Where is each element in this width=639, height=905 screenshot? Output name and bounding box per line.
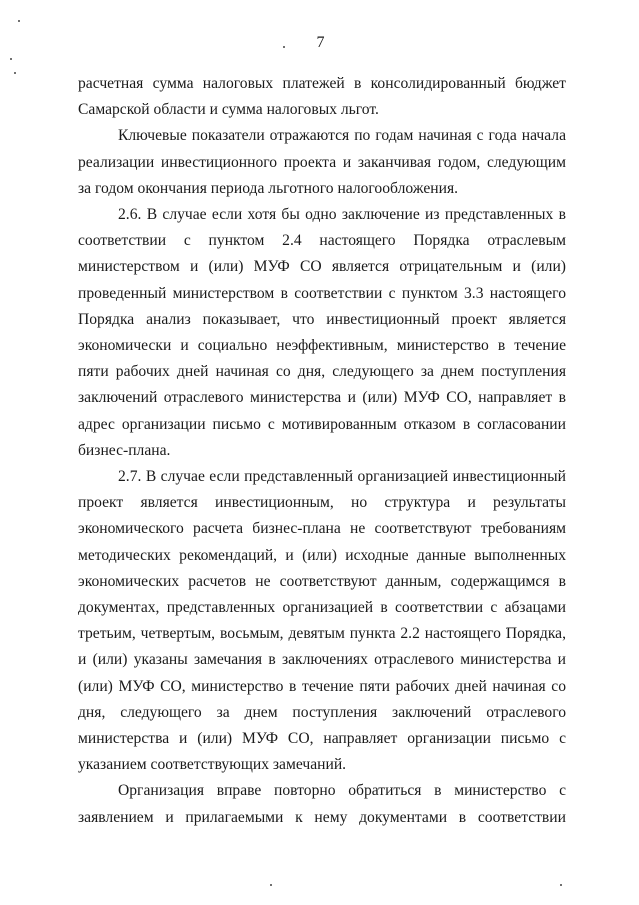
paragraph-2-7: 2.7. В случае если представленный организацией инвестиционный проект является инвестиционным, но структура и результаты экономического расчета бизнес-плана не соответствуют требованиям методических рекомендаций, и (или) исходные данные выполненных экономических расчетов не соответствуют данным, содержащимся в документах, представленных организацией в соответствии с абзацами третьим, четвертым, восьмым, девятым пункта 2.2 настоящего Порядка, и (или) указаны замечания в заключениях отраслевого министерства и (или) МУФ СО, министерство в течение пяти рабочих дней начиная со дня, следующего за днем поступления заключений отраслевого министерства и (или) МУФ СО, направляет организации письмо с указанием соответствующих замечаний. xyxy=(78,468,566,774)
paragraph-2-6: 2.6. В случае если хотя бы одно заключение из представленных в соответствии с пунктом 2.4 настоящего Порядка отраслевым министерством и (или) МУФ СО является отрицательным и (или) проведенный министерством в соответствии с пунктом 3.3 настоящего Порядка анализ показывает, что инвестиционный проект является экономически и социально неэффективным, министерство в течение пяти рабочих дней начиная со дня, следующего за днем поступления заключений отраслевого министерства и (или) МУФ СО, направляет в адрес организации письмо с мотивированным отказом в согласовании бизнес-плана. xyxy=(78,206,566,459)
scan-speck xyxy=(10,58,12,60)
scan-speck xyxy=(270,884,272,886)
paragraph-reapply: Организация вправе повторно обратиться в министерство с заявлением и прилагаемыми к нему документами в соответствии xyxy=(78,782,566,826)
paragraph-continuation: расчетная сумма налоговых платежей в консолидированный бюджет Самарской области и сумма налоговых льгот. xyxy=(78,75,566,119)
scan-speck xyxy=(18,20,20,22)
document-body xyxy=(78,71,566,831)
page-number: 7 xyxy=(316,34,325,51)
scan-speck xyxy=(560,884,562,886)
scan-speck xyxy=(14,72,16,74)
paragraph-key-indicators: Ключевые показатели отражаются по годам начиная с года начала реализации инвестиционного проекта и заканчивая годом, следующим за годом окончания периода льготного налогообложения. xyxy=(78,127,566,197)
